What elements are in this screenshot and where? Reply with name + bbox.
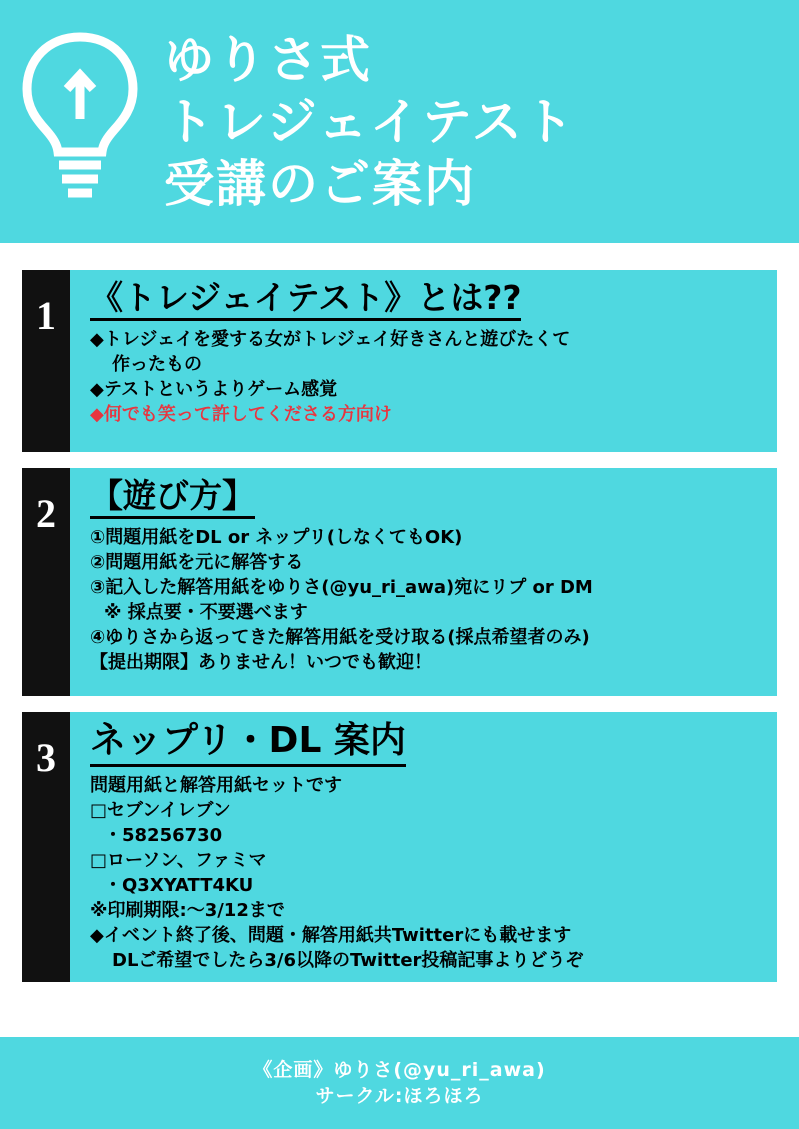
section-3-number: 3 — [36, 735, 56, 780]
header-title-line-3: 受講のご案内 — [164, 154, 476, 213]
section-1-number-column — [22, 270, 70, 452]
section-2-line-2: ②問題用紙を元に解答する — [90, 552, 304, 573]
lightbulb-icon — [0, 0, 160, 243]
section-1-line-1: ◆トレジェイを愛する女がトレジェイ好きさんと遊びたくて — [90, 329, 571, 350]
section-3-line-8: DLご希望でしたら3/6以降のTwitter投稿記事よりどうぞ — [112, 950, 584, 971]
section-3-line-5: ・Q3XYATT4KU — [104, 875, 254, 896]
section-1-line-3: ◆テストというよりゲーム感覚 — [90, 379, 338, 400]
poster-header — [0, 0, 799, 243]
section-1-body — [70, 270, 777, 452]
section-2-line-5: ④ゆりさから返ってきた解答用紙を受け取る(採点希望者のみ) — [90, 627, 590, 648]
section-1-line-4: ◆何でも笑って許してくださる方向け — [90, 404, 392, 425]
footer-organizer: 《企画》ゆりさ(@yu_ri_awa) — [253, 1059, 546, 1081]
section-1 — [22, 270, 777, 452]
section-2-line-4: ※ 採点要・不要選べます — [104, 602, 308, 623]
section-3 — [22, 712, 777, 982]
section-2-number: 2 — [36, 491, 56, 536]
poster-footer — [0, 1037, 799, 1129]
section-3-line-6: ※印刷期限:〜3/12まで — [90, 900, 285, 921]
section-2-line-6: 【提出期限】ありません！いつでも歓迎！ — [90, 652, 432, 673]
section-2-line-3: ③記入した解答用紙をゆりさ(@yu_ri_awa)宛にリプ or DM — [90, 577, 593, 598]
section-2-body — [70, 468, 777, 696]
footer-circle: サークル:ほろほろ — [315, 1085, 484, 1107]
header-title-line-1: ゆりさ式 — [164, 30, 372, 89]
section-2 — [22, 468, 777, 696]
section-2-number-column — [22, 468, 70, 696]
section-2-line-1: ①問題用紙をDL or ネップリ(しなくてもOK) — [90, 527, 463, 548]
section-3-line-1: 問題用紙と解答用紙セットです — [90, 775, 342, 796]
section-3-body — [70, 712, 777, 982]
section-3-line-3: ・58256730 — [104, 825, 223, 846]
section-1-line-2: 作ったもの — [112, 354, 202, 375]
section-3-title: ネップリ・DL 案内 — [90, 718, 406, 767]
header-title-block — [160, 29, 799, 215]
section-3-line-7: ◆イベント終了後、問題・解答用紙共Twitterにも載せます — [90, 925, 572, 946]
section-3-number-column — [22, 712, 70, 982]
section-2-title: 【遊び方】 — [90, 476, 255, 519]
section-1-number: 1 — [36, 293, 56, 338]
header-title-line-2: トレジェイテスト — [164, 92, 576, 151]
section-3-line-2: □セブンイレブン — [90, 800, 231, 821]
section-1-title: 《トレジェイテスト》とは?? — [90, 278, 521, 321]
section-3-line-4: □ローソン、ファミマ — [90, 850, 267, 871]
